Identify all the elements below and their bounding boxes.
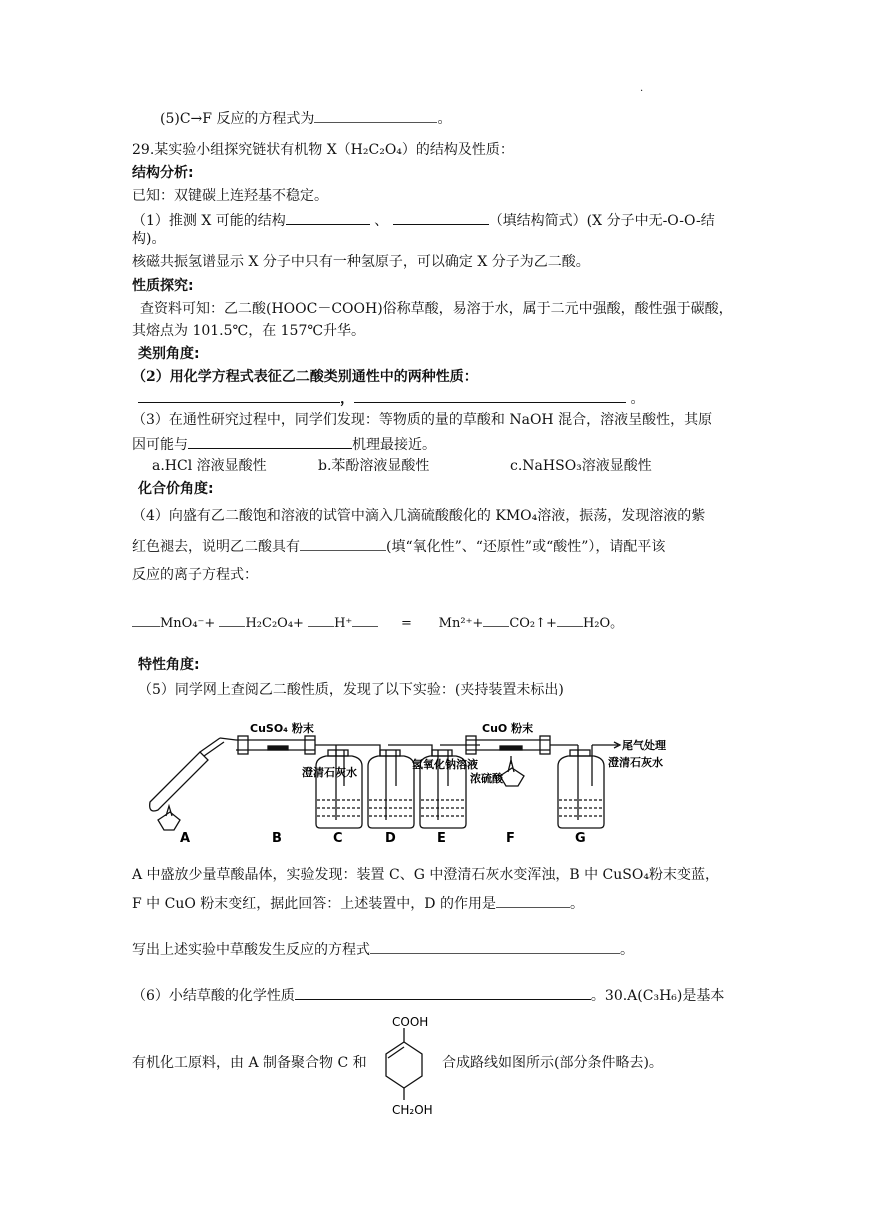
answer-blank[interactable]	[138, 388, 340, 403]
q1-line	[132, 210, 715, 230]
eq-h2c2o4: H₂C₂O₄+	[245, 616, 304, 631]
letter-b: B	[272, 831, 282, 846]
molecule-structure	[376, 1014, 436, 1126]
q28-5-end: 。	[437, 111, 452, 127]
section-property: 性质探究:	[132, 278, 194, 294]
answer-blank[interactable]	[496, 893, 570, 908]
section-special: 特性角度:	[138, 657, 200, 673]
answer-blank[interactable]	[393, 210, 489, 225]
label-lime-c: 澄清石灰水	[302, 766, 357, 779]
info-line-1: 查资料可知：乙二酸(HOOC－COOH)俗称草酸，易溶于水，属于二元中强酸，酸性强于碳酸，	[140, 301, 733, 317]
section-structure: 结构分析:	[132, 165, 194, 181]
q4-line-b	[132, 536, 665, 556]
bottle-c	[316, 750, 362, 828]
label-cuso4: CuSO₄ 粉末	[250, 722, 314, 735]
ionic-equation	[132, 612, 623, 633]
letter-a: A	[180, 831, 191, 846]
answer-blank[interactable]	[300, 536, 386, 551]
option-a: a.HCl 溶液显酸性	[152, 458, 267, 474]
q3-text-c: 机理最接近。	[352, 437, 436, 453]
q2-text: （2）用化学方程式表征乙二酸类别通性中的两种性质：	[132, 369, 478, 385]
q1-text: （1）推测 X 可能的结构	[132, 213, 286, 229]
label-naoh: 氢氧化钠溶液	[412, 758, 478, 771]
p5-end-2: 。	[569, 896, 584, 912]
letter-f: F	[506, 831, 515, 846]
coefficient-blank[interactable]	[308, 612, 334, 627]
page-mark: .	[640, 83, 644, 94]
coefficient-blank[interactable]	[132, 612, 160, 627]
p5-line-3	[132, 939, 634, 959]
answer-blank[interactable]	[295, 985, 591, 1000]
section-category: 类别角度:	[138, 346, 200, 362]
eq-mn: Mn²⁺+	[438, 616, 484, 631]
p5-text-3: 写出上述实验中草酸发生反应的方程式	[132, 942, 370, 958]
label-lime-g: 澄清石灰水	[608, 756, 663, 769]
label-h2so4: 浓硫酸	[470, 772, 503, 785]
coefficient-blank[interactable]	[557, 612, 583, 627]
section-valence: 化合价角度:	[138, 481, 214, 497]
bottle-g	[558, 745, 604, 828]
eq-mno4: MnO₄⁻+	[160, 616, 216, 631]
answer-blank[interactable]	[354, 388, 626, 403]
known-text: 已知：双键碳上连羟基不稳定。	[132, 188, 328, 204]
q1-text-c: 构)。	[132, 231, 166, 247]
p5-end-3: 。	[620, 942, 634, 958]
answer-blank[interactable]	[314, 108, 437, 123]
q2-end: 。	[630, 391, 645, 407]
option-b: b.苯酚溶液显酸性	[318, 458, 430, 474]
option-c: c.NaHSO₃溶液显酸性	[510, 458, 652, 474]
q3-line-b	[132, 434, 436, 454]
letter-d: D	[385, 831, 396, 846]
test-tube-a	[150, 738, 236, 830]
letter-e: E	[437, 831, 446, 846]
q4-text-c: 反应的离子方程式：	[132, 567, 258, 583]
q6-text: （6）小结草酸的化学性质	[132, 988, 295, 1004]
q30-text-b: 合成路线如图所示(部分条件略去)。	[442, 1055, 663, 1071]
label-cuo: CuO 粉末	[482, 722, 534, 735]
nmr-text: 核磁共振氢谱显示 X 分子中只有一种氢原子，可以确定 X 分子为乙二酸。	[132, 254, 590, 270]
p5-text-2: F 中 CuO 粉末变红，据此回答：上述装置中，D 的作用是	[132, 896, 496, 912]
q1-text-b: （填结构简式）(X 分子中无-O-O-结	[488, 213, 715, 229]
q4-text-a: （4）向盛有乙二酸饱和溶液的试管中滴入几滴硫酸酸化的 KMO₄溶液，振荡，发现溶液的紫	[132, 508, 706, 524]
q3-text-a: （3）在通性研究过程中，同学们发现：等物质的量的草酸和 NaOH 混合，溶液呈酸性，其原	[132, 412, 713, 428]
blank-tail	[352, 612, 378, 627]
coefficient-blank[interactable]	[483, 612, 509, 627]
answer-blank[interactable]	[286, 210, 370, 225]
q2-answer-line	[138, 388, 644, 408]
q1-sep: 、	[374, 213, 389, 229]
q29-title: 29.某实验小组探究链状有机物 X（H₂C₂O₄）的结构及性质：	[132, 142, 514, 158]
group-cooh: COOH	[392, 1015, 429, 1029]
q5-text: （5）同学网上查阅乙二酸性质，发现了以下实验：(夹持装置未标出)	[138, 682, 564, 698]
q3-text-b: 因可能与	[132, 437, 188, 453]
answer-blank[interactable]	[188, 434, 352, 449]
q6-end: 。30.A(C₃H₆)是基本	[590, 988, 725, 1004]
q6-line	[132, 985, 724, 1005]
group-ch2oh: CH₂OH	[392, 1103, 433, 1117]
eq-co2: CO₂↑+	[509, 616, 557, 631]
q28-5-line	[160, 108, 451, 128]
q28-5-text: (5)C→F 反应的方程式为	[160, 111, 315, 127]
tube-b	[236, 736, 336, 754]
p5-text-1: A 中盛放少量草酸晶体，实验发现：装置 C、G 中澄清石灰水变浑浊，B 中 CuSO₄粉末变蓝，	[132, 867, 719, 883]
letter-g: G	[575, 831, 586, 846]
letter-c: C	[333, 831, 343, 846]
q2-comma: ，	[340, 391, 354, 407]
eq-h: H⁺	[334, 616, 353, 631]
q30-text-a: 有机化工原料，由 A 制备聚合物 C 和	[132, 1055, 367, 1071]
answer-blank[interactable]	[370, 939, 620, 954]
q4-text-b2: (填“氧化性”、“还原性”或“酸性”），请配平该	[386, 539, 666, 555]
eq-h2o: H₂O。	[582, 616, 624, 631]
label-exhaust: 尾气处理	[622, 739, 666, 752]
bottle-d	[368, 750, 414, 828]
p5-line-2	[132, 893, 584, 913]
eq-equals: =	[400, 616, 412, 631]
q4-text-b1: 红色褪去，说明乙二酸具有	[132, 539, 300, 555]
info-line-2: 其熔点为 101.5℃，在 157℃升华。	[132, 323, 366, 339]
apparatus-letters	[180, 831, 586, 846]
apparatus-diagram	[140, 716, 666, 846]
coefficient-blank[interactable]	[219, 612, 245, 627]
